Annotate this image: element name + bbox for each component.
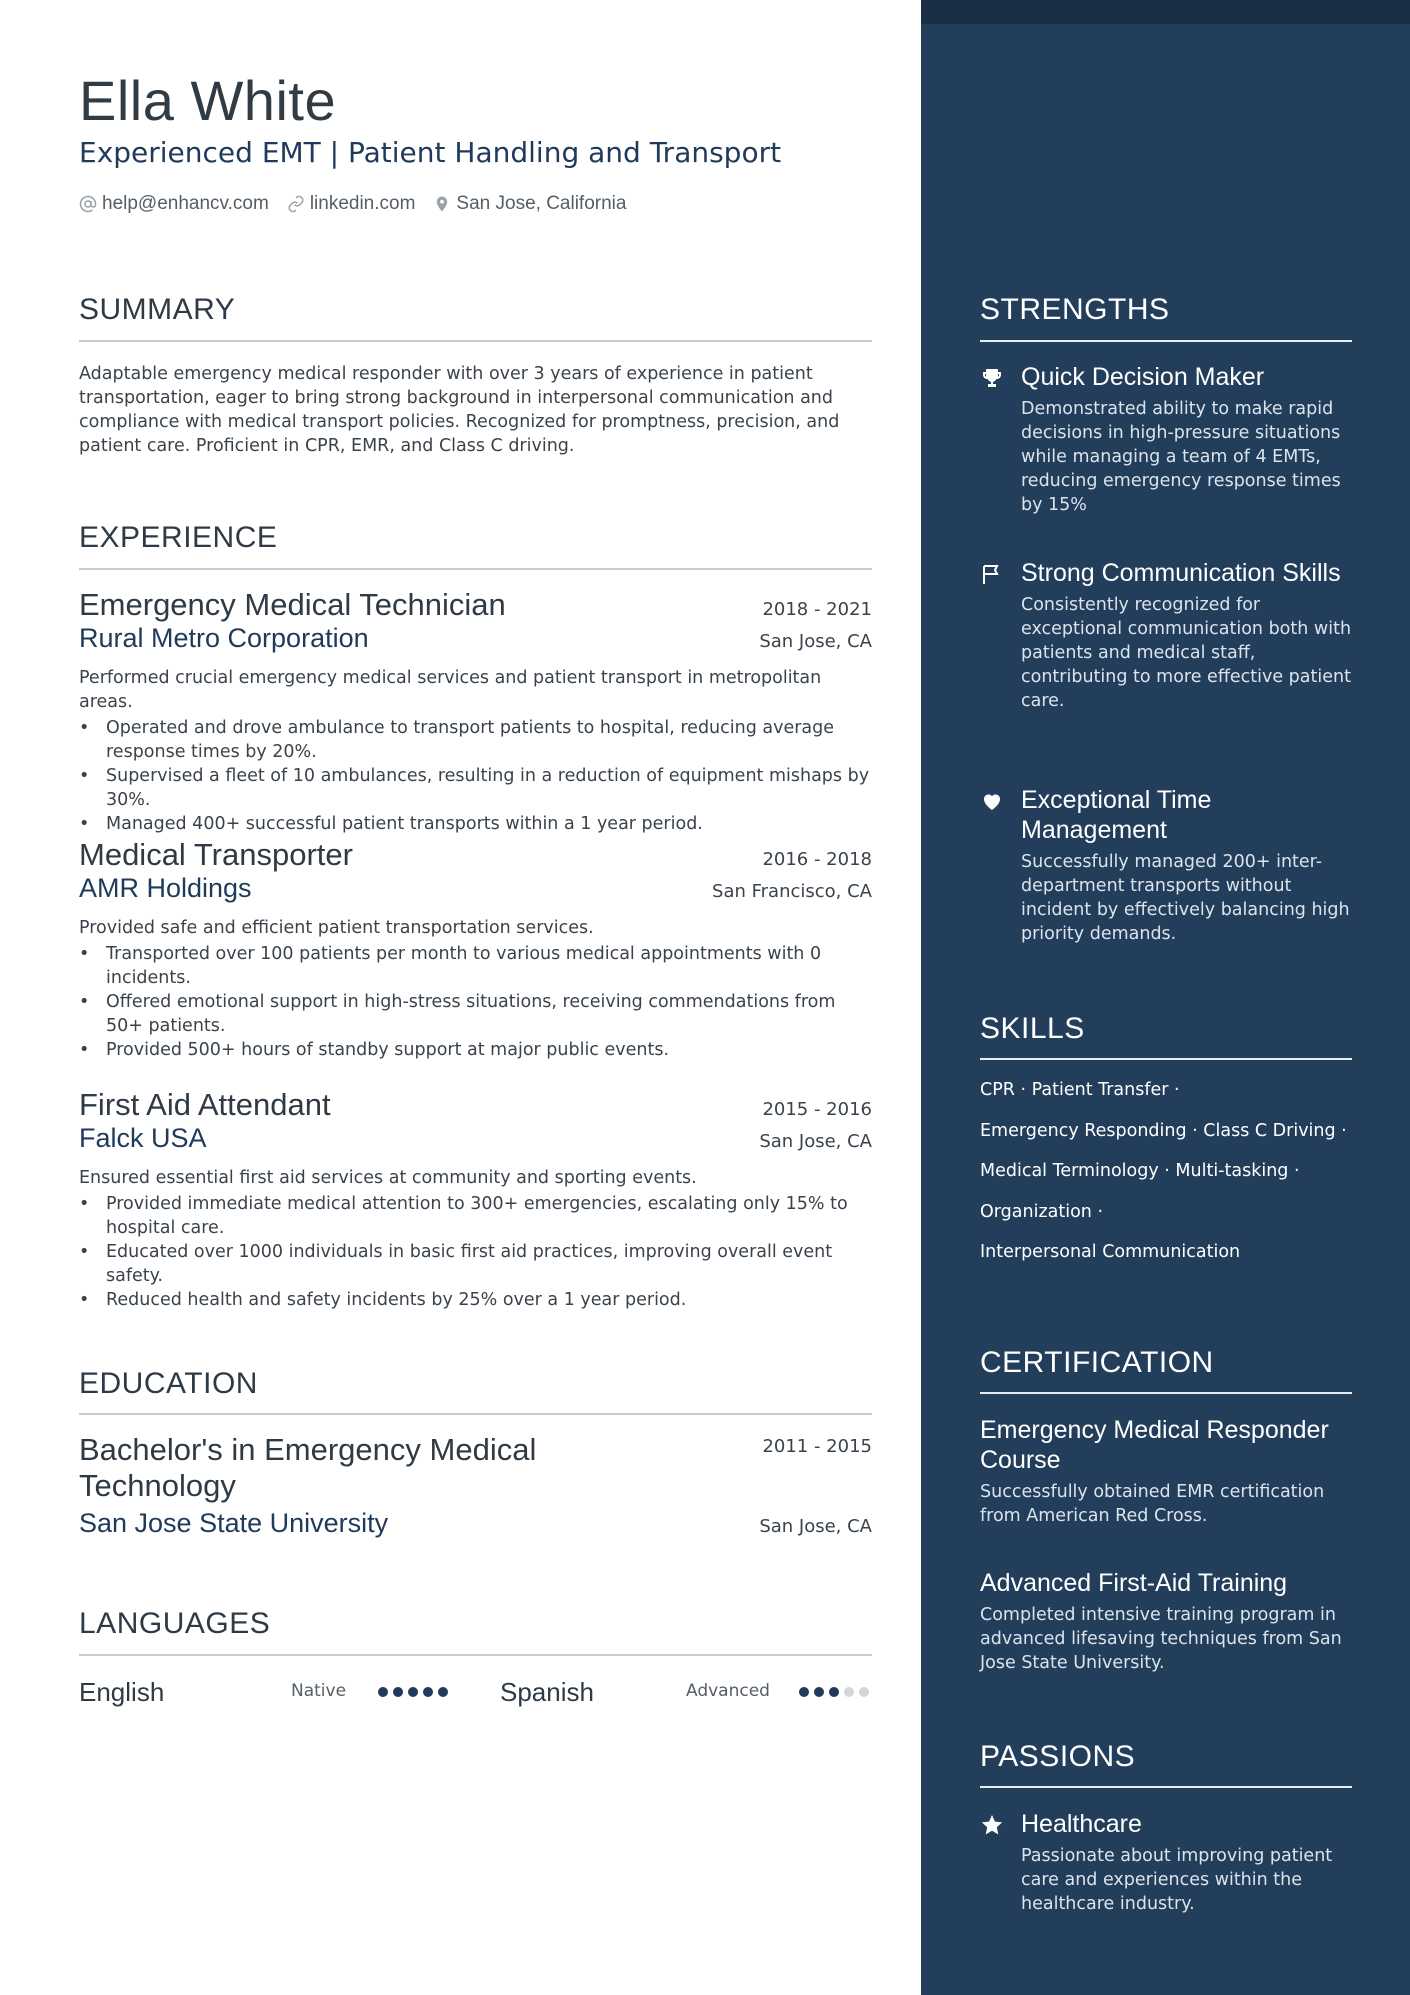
language-name: English	[79, 1676, 165, 1707]
passions-divider	[980, 1786, 1352, 1788]
job-company: AMR Holdings	[79, 873, 252, 903]
contact-location	[433, 193, 626, 215]
candidate-name: Ella White	[79, 69, 337, 132]
job-bullet: • Provided immediate medical attention to 300+ emergencies, escalating only 15% to hospital care.	[79, 1192, 872, 1240]
link-icon	[287, 195, 305, 213]
job-bullet: • Provided 500+ hours of standby support at major public events.	[79, 1038, 872, 1062]
job-bullet: • Reduced health and safety incidents by 25% over a 1 year period.	[79, 1288, 872, 1312]
languages-divider	[79, 1654, 872, 1656]
strength-description: Demonstrated ability to make rapid decisions in high-pressure situations while managing a team of 4 EMTs, reducing emergency response times by 15%	[1021, 399, 1341, 515]
sidebar	[921, 0, 1410, 1995]
skill-line: Interpersonal Communication	[980, 1242, 1241, 1262]
strength-item	[980, 558, 1352, 713]
education-school: San Jose State University	[79, 1508, 389, 1538]
job-entry	[79, 837, 872, 1062]
job-title: Medical Transporter	[79, 837, 353, 872]
flag-icon	[980, 562, 1004, 586]
strength-title: Exceptional Time Management	[1021, 786, 1212, 844]
summary-title: SUMMARY	[79, 293, 236, 326]
rating-dot	[844, 1687, 854, 1697]
education-divider	[79, 1413, 872, 1415]
job-description: Ensured essential first aid services at community and sporting events.	[79, 1168, 697, 1188]
job-bullets	[79, 716, 872, 836]
skill-line: Organization ·	[980, 1201, 1104, 1222]
job-bullet: • Offered emotional support in high-stress situations, receiving commendations from 50+ patients.	[79, 990, 872, 1038]
job-company: Rural Metro Corporation	[79, 623, 369, 653]
rating-dot	[859, 1687, 869, 1697]
rating-dot	[814, 1687, 824, 1697]
contact-link-text: linkedin.com	[309, 193, 416, 214]
skill-line: CPR · Patient Transfer ·	[980, 1080, 1180, 1100]
job-location: San Jose, CA	[759, 1131, 872, 1152]
language-level: Native	[291, 1681, 347, 1701]
heart-icon	[980, 789, 1004, 813]
job-description: Provided safe and efficient patient transportation services.	[79, 918, 594, 938]
strengths-title: STRENGTHS	[980, 293, 1170, 326]
rating-dot	[423, 1687, 433, 1697]
rating-dot	[799, 1687, 809, 1697]
strength-description: Successfully managed 200+ inter-department transports without incident by effectively balancing high priority demands.	[1021, 852, 1350, 944]
contact-location-text: San Jose, California	[456, 193, 627, 214]
education-dates: 2011 - 2015	[762, 1436, 872, 1457]
job-title: Emergency Medical Technician	[79, 587, 506, 622]
strength-title: Strong Communication Skills	[1021, 559, 1341, 587]
languages-title: LANGUAGES	[79, 1607, 271, 1640]
job-bullet: • Educated over 1000 individuals in basic first aid practices, improving overall event safety.	[79, 1240, 872, 1288]
job-location: San Jose, CA	[759, 631, 872, 652]
strength-item	[980, 362, 1352, 517]
job-dates: 2016 - 2018	[762, 849, 872, 870]
strength-description: Consistently recognized for exceptional communication both with patients and medical staff, contributing to more effective patient care.	[1021, 595, 1352, 711]
rating-dot	[408, 1687, 418, 1697]
rating-dot	[829, 1687, 839, 1697]
trophy-icon	[980, 366, 1004, 390]
education-location: San Jose, CA	[759, 1516, 872, 1537]
candidate-headline: Experienced EMT | Patient Handling and Transport	[79, 136, 782, 169]
summary-text: Adaptable emergency medical responder with over 3 years of experience in patient transportation, eager to bring strong background in interpersonal communication and compliance with medical transport policies. Recognized for promptness, precision, and patient care. Proficient in CPR, EMR, and Class C driving.	[79, 364, 840, 456]
skills-divider	[980, 1058, 1352, 1060]
summary-divider	[79, 340, 872, 342]
rating-dot	[378, 1687, 388, 1697]
passion-item	[980, 1809, 1352, 1916]
certification-description: Successfully obtained EMR certification from American Red Cross.	[980, 1482, 1325, 1526]
job-description: Performed crucial emergency medical services and patient transport in metropolitan areas.	[79, 668, 822, 712]
certification-divider	[980, 1392, 1352, 1394]
education-entry	[79, 1432, 872, 1539]
certification-item	[980, 1568, 1352, 1675]
education-degree: Bachelor's in Emergency Medical Technology	[79, 1432, 537, 1503]
skills-title: SKILLS	[980, 1012, 1085, 1045]
experience-divider	[79, 568, 872, 570]
job-bullet: • Operated and drove ambulance to transport patients to hospital, reducing average response times by 20%.	[79, 716, 872, 764]
contact-link[interactable]	[287, 193, 416, 215]
job-bullets	[79, 942, 872, 1062]
strengths-divider	[980, 340, 1352, 342]
language-level: Advanced	[686, 1681, 770, 1701]
rating-dot	[393, 1687, 403, 1697]
experience-title: EXPERIENCE	[79, 521, 278, 554]
job-dates: 2015 - 2016	[762, 1099, 872, 1120]
job-bullet: • Managed 400+ successful patient transports within a 1 year period.	[79, 812, 872, 836]
language-name: Spanish	[500, 1676, 594, 1707]
contact-email-text: help@enhancv.com	[102, 193, 269, 214]
job-bullet: • Supervised a fleet of 10 ambulances, resulting in a reduction of equipment mishaps by 30%.	[79, 764, 872, 812]
certification-title: CERTIFICATION	[980, 1346, 1214, 1379]
strength-item	[980, 785, 1352, 946]
skills-list	[980, 1078, 1352, 1281]
job-bullets	[79, 1192, 872, 1312]
location-pin-icon	[433, 195, 451, 213]
certification-description: Completed intensive training program in advanced lifesaving techniques from San Jose State University.	[980, 1605, 1342, 1673]
skill-line: Emergency Responding · Class C Driving ·	[980, 1120, 1347, 1141]
skill-line: Medical Terminology · Multi-tasking ·	[980, 1161, 1300, 1181]
languages-list	[79, 1675, 872, 1709]
rating-dot	[438, 1687, 448, 1697]
job-location: San Francisco, CA	[712, 881, 872, 902]
certification-name: Advanced First-Aid Training	[980, 1569, 1288, 1597]
contact-bar	[79, 193, 626, 215]
strength-title: Quick Decision Maker	[1021, 363, 1265, 391]
job-dates: 2018 - 2021	[762, 599, 872, 620]
job-entry	[79, 587, 872, 836]
job-company: Falck USA	[79, 1123, 207, 1153]
contact-email[interactable]	[79, 193, 269, 215]
job-entry	[79, 1087, 872, 1312]
job-bullet: • Transported over 100 patients per month to various medical appointments with 0 incidents.	[79, 942, 872, 990]
job-title: First Aid Attendant	[79, 1087, 331, 1122]
certification-item	[980, 1415, 1352, 1528]
language-rating	[799, 1687, 869, 1697]
language-item	[79, 1675, 164, 1709]
passion-description: Passionate about improving patient care and experiences within the healthcare industry.	[1021, 1846, 1333, 1914]
language-item	[500, 1675, 594, 1709]
education-title: EDUCATION	[79, 1367, 258, 1400]
passions-title: PASSIONS	[980, 1740, 1136, 1773]
passion-title: Healthcare	[1021, 1810, 1142, 1838]
language-rating	[378, 1687, 448, 1697]
star-icon	[980, 1813, 1004, 1837]
sidebar-top-band	[921, 0, 1410, 24]
certification-name: Emergency Medical Responder Course	[980, 1416, 1329, 1474]
at-icon	[79, 195, 97, 213]
